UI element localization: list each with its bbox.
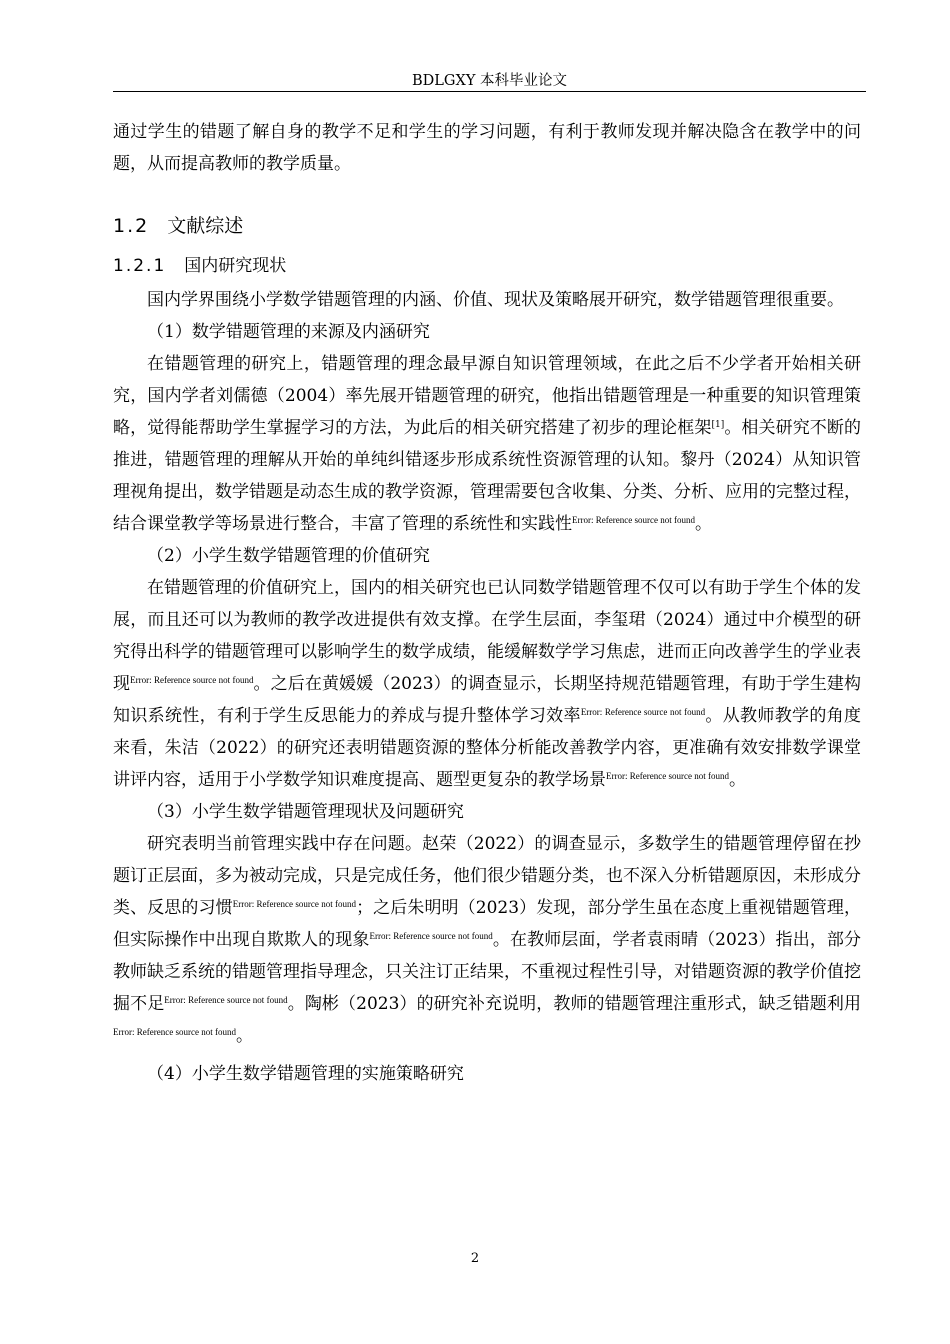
- page-number: 2: [470, 1251, 480, 1266]
- topic3-paragraph: [113, 828, 861, 1052]
- section-number: 1.2: [113, 215, 150, 237]
- topic1-text-1: 在错题管理的研究上，错题管理的理念最早源自知识管理领域，在此之后不少学者开始相关研究，国内学者刘儒德（2004）率先展开错题管理的研究，他指出错题管理是一种重要的知识管理策略，觉得能帮助学生掌握学习的方法，为此后的相关研究搭建了初步的理论框架: [113, 354, 861, 438]
- subsection-number: 1.2.1: [113, 256, 167, 276]
- topic2-paragraph: [113, 572, 861, 796]
- topic2-heading: （2）小学生数学错题管理的价值研究: [147, 546, 430, 566]
- topic3-text-3: 。在教师层面，学者袁雨晴（2023）指出，部分教师缺乏系统的错题管理指导理念，只关注订正结果，不重视过程性引导，对错题资源的教学价值挖掘不足: [113, 930, 862, 1014]
- reference-error: Error: Reference source not found: [232, 899, 357, 909]
- citation-marker: [1]: [711, 420, 725, 430]
- topic4-heading: （4）小学生数学错题管理的实施策略研究: [147, 1064, 464, 1084]
- header-rule: [113, 91, 866, 92]
- reference-error: Error: Reference source not found: [130, 675, 254, 685]
- intro-paragraph: 通过学生的错题了解自身的教学不足和学生的学习问题，有利于教师发现并解决隐含在教学中的问题，从而提高教师的教学质量。: [113, 122, 861, 174]
- page-header: BDLGXY 本科毕业论文: [412, 73, 567, 89]
- topic3-text-1: 研究表明当前管理实践中存在问题。赵荣（2022）的调查显示，多数学生的错题管理停留在抄题订正层面，多为被动完成，只是完成任务，他们很少错题分类，也不深入分析错题原因，未形成分类、反思的习惯: [113, 834, 861, 918]
- topic2-end: 。: [728, 770, 746, 790]
- reference-error: Error: Reference source not found: [113, 1027, 236, 1037]
- subsection-title: 国内研究现状: [184, 256, 287, 276]
- topic1-heading: （1）数学错题管理的来源及内涵研究: [147, 322, 430, 342]
- topic1-text-2: 。相关研究不断的推进，错题管理的理解从开始的单纯纠错逐步形成系统性资源管理的认知。黎丹（2024）从知识管理视角提出，数学错题是动态生成的教学资源，管理需要包含收集、分类、分析、应用的完整过程，结合课堂教学等场景进行整合，丰富了管理的系统性和实践性: [113, 418, 862, 534]
- reference-error: Error: Reference source not found: [606, 771, 729, 781]
- section-heading: [113, 212, 861, 240]
- reference-error: Error: Reference source not found: [369, 931, 493, 941]
- overview-paragraph: 国内学界围绕小学数学错题管理的内涵、价值、现状及策略展开研究，数学错题管理很重要。: [147, 290, 844, 310]
- reference-error: Error: Reference source not found: [164, 995, 288, 1005]
- reference-error: Error: Reference source not found: [572, 515, 695, 525]
- topic1-end: 。: [694, 514, 712, 534]
- reference-error: Error: Reference source not found: [580, 707, 706, 717]
- topic1-paragraph: [113, 348, 861, 540]
- section-title: 文献综述: [167, 215, 244, 237]
- topic3-text-4: 。陶彬（2023）的研究补充说明，教师的错题管理注重形式，缺乏错题利用: [287, 994, 862, 1014]
- topic2-text-3: 。从教师教学的角度来看，朱洁（2022）的研究还表明错题资源的整体分析能改善教学内容，更准确有效安排数学课堂讲评内容，适用于小学数学知识难度提高、题型更复杂的教学场景: [113, 706, 862, 790]
- topic2-text-2: 。之后在黄媛媛（2023）的调查显示，长期坚持规范错题管理，有助于学生建构知识系统性，有利于学生反思能力的养成与提升整体学习效率: [113, 674, 862, 726]
- topic3-end: 。: [235, 1026, 253, 1046]
- topic3-text-2: ；之后朱明明（2023）发现，部分学生虽在态度上重视错题管理，但实际操作中出现自欺欺人的现象: [113, 898, 862, 950]
- topic2-text-1: 在错题管理的价值研究上，国内的相关研究也已认同数学错题管理不仅可以有助于学生个体的发展，而且还可以为教师的教学改进提供有效支撑。在学生层面，李玺珺（2024）通过中介模型的研究得出科学的错题管理可以影响学生的数学成绩，能缓解数学学习焦虑，进而正向改善学生的学业表现: [113, 578, 861, 694]
- subsection-heading: [113, 252, 861, 280]
- page-body: [113, 116, 861, 1090]
- topic3-heading: （3）小学生数学错题管理现状及问题研究: [147, 802, 464, 822]
